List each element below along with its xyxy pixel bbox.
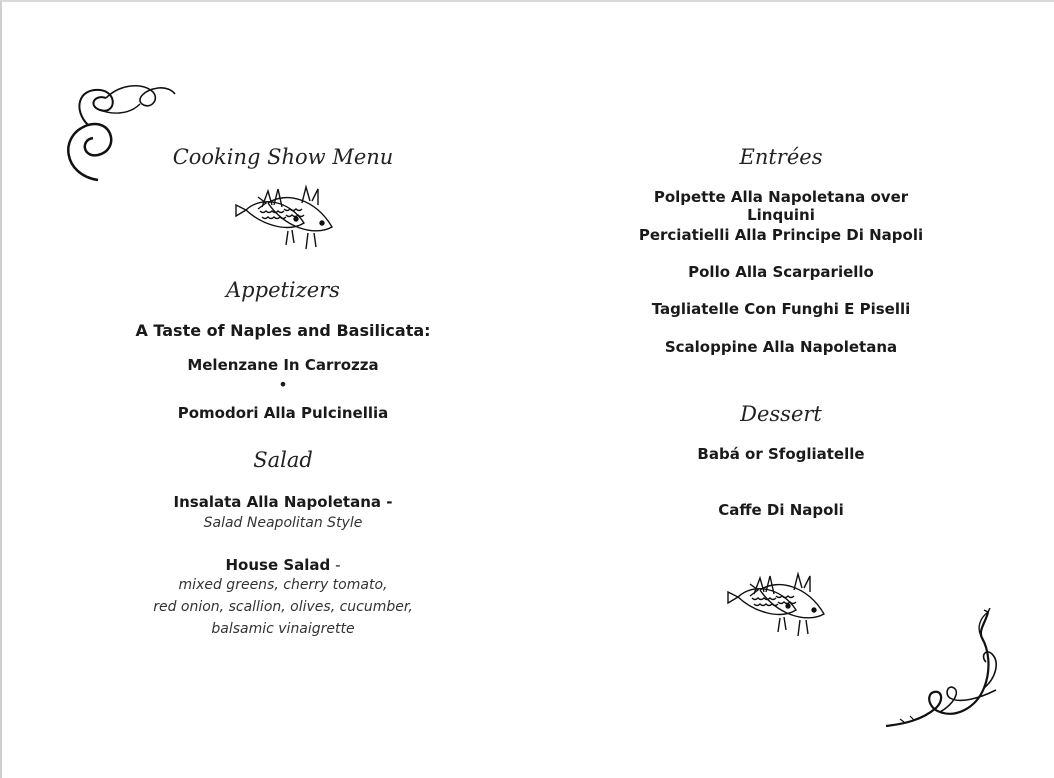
menu-title: Cooking Show Menu [172, 145, 394, 169]
fish-icon [232, 183, 336, 253]
salad-item-2-header [130, 555, 436, 574]
salad-item-2-desc-line-3: balsamic vinaigrette [211, 621, 355, 637]
entree-item-3: Pollo Alla Scarpariello [688, 263, 874, 281]
entree-item-1: Polpette Alla Napoletana over Linquini [653, 188, 909, 224]
bottom-right-flourish-icon [884, 608, 1004, 733]
entrees-heading: Entrées [739, 145, 823, 169]
entree-item-4: Tagliatelle Con Funghi E Piselli [651, 300, 911, 318]
salad-item-1-desc: Salad Neapolitan Style [203, 515, 363, 531]
fish-icon [724, 570, 828, 640]
top-left-flourish-icon [58, 80, 178, 190]
salad-item-1-name: Insalata Alla Napoletana - [173, 493, 393, 511]
dessert-heading: Dessert [740, 402, 822, 426]
appetizers-heading: Appetizers [226, 278, 340, 302]
salad-item-2-desc-line-1: mixed greens, cherry tomato, [178, 577, 388, 593]
salad-item-2-name: House Salad [225, 556, 331, 574]
entree-item-5: Scaloppine Alla Napoletana [664, 338, 898, 356]
appetizer-separator: • [278, 375, 288, 394]
appetizers-subtitle: A Taste of Naples and Basilicata: [135, 321, 431, 340]
dessert-item-2: Caffe Di Napoli [718, 501, 844, 519]
salad-item-2-desc-line-2: red onion, scallion, olives, cucumber, [153, 599, 413, 615]
appetizer-item-2: Pomodori Alla Pulcinellia [177, 404, 389, 422]
appetizer-item-1: Melenzane In Carrozza [187, 356, 379, 374]
entree-item-2: Perciatielli Alla Principe Di Napoli [638, 226, 924, 244]
salad-heading: Salad [253, 448, 313, 472]
salad-item-2-dash: - [330, 556, 341, 574]
dessert-item-1: Babá or Sfogliatelle [697, 445, 865, 463]
